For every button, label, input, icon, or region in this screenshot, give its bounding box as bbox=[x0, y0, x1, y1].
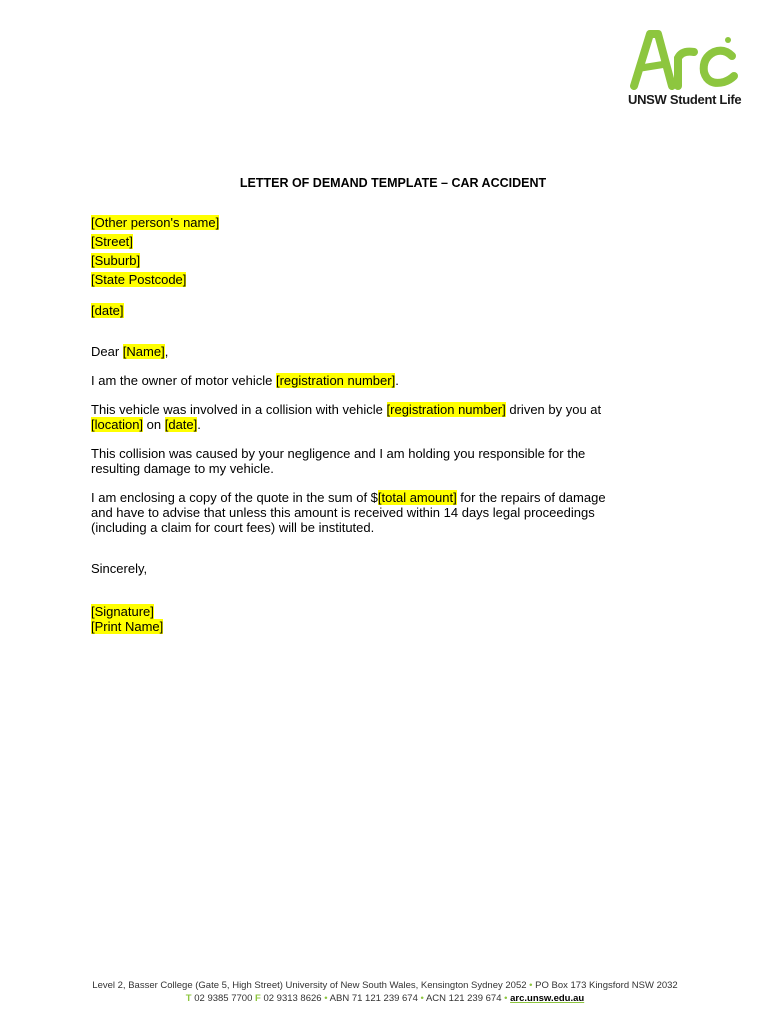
signature: [Signature] bbox=[91, 604, 154, 619]
address-suburb: [Suburb] bbox=[91, 253, 141, 268]
address-name: [Other person's name] bbox=[91, 215, 220, 230]
brand-subtitle: UNSW Student Life bbox=[628, 92, 742, 107]
paragraph-negligence: This collision was caused by your negligence and I am holding you responsible for the resulting damage to my vehicle. bbox=[91, 446, 586, 476]
letter-title: LETTER OF DEMAND TEMPLATE – CAR ACCIDENT bbox=[239, 176, 547, 190]
collision-date: [date] bbox=[164, 417, 198, 432]
other-registration: [registration number] bbox=[386, 402, 506, 417]
address-state-postcode: [State Postcode] bbox=[91, 272, 187, 287]
paragraph-collision: This vehicle was involved in a collision with vehicle [registration number] driven by you at [location] on [date]. bbox=[91, 402, 602, 432]
arc-logo bbox=[628, 28, 740, 110]
recipient-address bbox=[91, 215, 631, 287]
print-name: [Print Name] bbox=[91, 619, 164, 634]
signature-block bbox=[91, 604, 631, 634]
website-link[interactable]: arc.unsw.edu.au bbox=[510, 993, 585, 1004]
greeting-name: [Name] bbox=[122, 344, 165, 359]
arc-logo-mark bbox=[628, 28, 740, 90]
total-amount: [total amount] bbox=[377, 490, 457, 505]
paragraph-owner: I am the owner of motor vehicle [registration number]. bbox=[91, 373, 399, 388]
letter-date: [date] bbox=[91, 303, 124, 318]
footer-address-line: Level 2, Basser College (Gate 5, High Street) University of New South Wales, Kensington Sydney 2052 • PO Box 173 Kingsford NSW 2032 bbox=[92, 980, 678, 991]
address-street: [Street] bbox=[91, 234, 133, 249]
closing: Sincerely, bbox=[91, 561, 148, 576]
letter-body bbox=[91, 176, 631, 634]
greeting: Dear [Name], bbox=[91, 344, 169, 359]
footer-contact-line: T 02 9385 7700 F 02 9313 8626 • ABN 71 121 239 674 • ACN 121 239 674 • arc.unsw.edu.au bbox=[185, 993, 585, 1004]
own-registration: [registration number] bbox=[275, 373, 396, 388]
collision-location: [location] bbox=[91, 417, 144, 432]
letter-date-line bbox=[91, 303, 631, 318]
footer bbox=[0, 979, 770, 1005]
paragraph-quote: I am enclosing a copy of the quote in the sum of $[total amount] for the repairs of damage and have to advise that unless this amount is received within 14 days legal proceedings (including a claim for court fees) will be instituted. bbox=[91, 490, 606, 535]
